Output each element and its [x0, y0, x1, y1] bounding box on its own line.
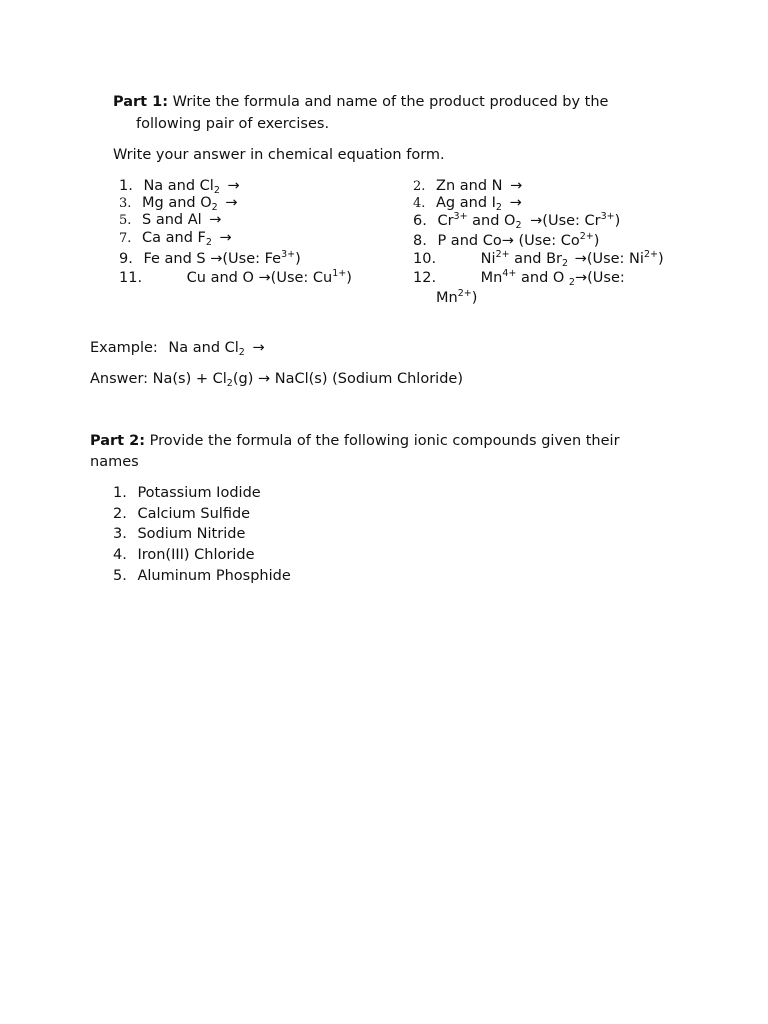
exercise-text: Ni — [480, 251, 496, 267]
arrow-icon: → — [574, 251, 587, 267]
superscript: 3+ — [600, 211, 615, 222]
part1-heading: Part 1: — [113, 94, 169, 110]
use-hint: (Use: Ni — [586, 251, 644, 267]
item-number: 1. — [113, 485, 127, 501]
exercise-6 — [413, 211, 620, 231]
exercise-number: 8. — [413, 233, 427, 249]
exercise-text: Ca and F — [142, 230, 206, 246]
part2-instruction-line1: Provide the formula of the following ionic compounds given their — [145, 433, 620, 449]
exercise-number: 9. — [119, 251, 133, 267]
item-name: Iron(III) Chloride — [137, 547, 255, 563]
example-answer — [90, 369, 463, 389]
use-hint-end: ) — [295, 251, 301, 267]
exercise-text-b: and Br — [509, 251, 562, 267]
superscript: 3+ — [281, 249, 296, 260]
subscript: 2 — [568, 277, 575, 288]
example-label: Example: — [90, 340, 158, 356]
arrow-icon: → — [252, 340, 265, 356]
part2-item-2 — [113, 504, 250, 524]
arrow-icon: → — [530, 213, 543, 229]
subscript: 2 — [211, 202, 218, 213]
item-name: Aluminum Phosphide — [137, 568, 291, 584]
exercise-text: Zn and N — [436, 178, 503, 194]
exercise-7 — [119, 228, 232, 249]
arrow-icon: → — [258, 270, 271, 286]
superscript: 2+ — [579, 231, 594, 242]
example-line — [90, 338, 265, 358]
part2-instruction — [90, 431, 620, 451]
superscript: 3+ — [453, 211, 468, 222]
exercise-text-b: and O — [516, 270, 569, 286]
part2-heading: Part 2: — [90, 433, 146, 449]
part2-item-1 — [113, 483, 261, 503]
item-number: 2. — [113, 506, 127, 522]
exercise-12 — [413, 268, 625, 288]
use-hint: (Use: Cr — [542, 213, 601, 229]
exercise-number: 4. — [413, 196, 426, 211]
answer-prefix: Answer: Na(s) + Cl — [90, 371, 227, 387]
arrow-icon: → — [501, 233, 514, 249]
part1-instruction-line2: following pair of exercises. — [136, 116, 330, 132]
superscript: 4+ — [502, 268, 517, 279]
item-name: Calcium Sulfide — [137, 506, 251, 522]
subscript: 2 — [238, 347, 245, 358]
exercise-text-b: and O — [467, 213, 516, 229]
example-text: Na and Cl — [168, 340, 239, 356]
exercise-number: 11. — [119, 270, 143, 286]
exercise-text: Ag and I — [436, 195, 496, 211]
arrow-icon: → — [510, 178, 523, 194]
exercise-number: 7. — [119, 231, 132, 246]
exercise-10 — [413, 249, 664, 269]
arrow-icon: → — [227, 178, 240, 194]
subscript: 2 — [562, 258, 569, 269]
exercise-9 — [119, 249, 301, 269]
part2-item-5 — [113, 566, 291, 586]
exercise-text: P and Co — [437, 233, 502, 249]
answer-mid: (g) — [232, 371, 258, 387]
exercise-number: 12. — [413, 270, 437, 286]
use-hint: (Use: Cu — [270, 270, 333, 286]
subscript: 2 — [213, 185, 220, 196]
use-hint: (Use: Fe — [222, 251, 282, 267]
use-hint: (Use: Co — [513, 233, 580, 249]
exercise-text: Cr — [437, 213, 454, 229]
part2-item-3 — [113, 524, 245, 544]
use-hint-end: ) — [471, 290, 478, 306]
use-hint-end: ) — [593, 233, 600, 249]
superscript: 2+ — [643, 249, 658, 260]
subscript: 2 — [205, 237, 212, 248]
arrow-icon: → — [209, 212, 222, 228]
part1-instruction — [113, 92, 608, 112]
superscript: 2+ — [495, 249, 510, 260]
use-hint-end: ) — [657, 251, 664, 267]
subscript: 2 — [495, 202, 502, 213]
exercise-number: 5. — [119, 213, 132, 228]
part1-instruction-line1: Write the formula and name of the product produced by the — [172, 94, 609, 110]
item-number: 4. — [113, 547, 127, 563]
exercise-12-continued — [436, 288, 477, 308]
superscript: 1+ — [332, 268, 347, 279]
exercise-text: Fe and S — [143, 251, 211, 267]
use-hint-end: ) — [614, 213, 621, 229]
exercise-number: 2. — [413, 179, 426, 194]
exercise-text: S and Al — [142, 212, 202, 228]
arrow-icon: → — [219, 230, 232, 246]
exercise-11 — [119, 268, 352, 288]
item-name: Potassium Iodide — [137, 485, 261, 501]
subscript: 2 — [515, 220, 522, 231]
arrow-icon: → — [257, 371, 271, 387]
item-name: Sodium Nitride — [137, 526, 246, 542]
part2-instruction-line2: names — [90, 454, 139, 470]
answer-form-note: Write your answer in chemical equation form. — [113, 147, 445, 163]
arrow-icon: → — [509, 195, 522, 211]
answer-end: NaCl(s) (Sodium Chloride) — [270, 371, 463, 387]
exercise-8 — [413, 231, 599, 251]
part2-item-4 — [113, 545, 255, 565]
exercise-number: 6. — [413, 213, 427, 229]
exercise-text: Cu and O — [186, 270, 259, 286]
subscript: 2 — [226, 378, 233, 389]
exercise-number: 3. — [119, 196, 132, 211]
exercise-text: Mn — [480, 270, 503, 286]
exercise-number: 1. — [119, 178, 133, 194]
superscript: 2+ — [457, 288, 472, 299]
exercise-number: 10. — [413, 251, 437, 267]
use-hint-line2: Mn — [436, 290, 458, 306]
arrow-icon: → — [574, 270, 588, 286]
arrow-icon: → — [225, 195, 238, 211]
exercise-text: Mg and O — [142, 195, 212, 211]
use-hint-end: ) — [346, 270, 352, 286]
arrow-icon: → — [210, 251, 223, 267]
item-number: 3. — [113, 526, 127, 542]
use-hint: (Use: — [587, 270, 625, 286]
item-number: 5. — [113, 568, 127, 584]
exercise-text: Na and Cl — [143, 178, 214, 194]
